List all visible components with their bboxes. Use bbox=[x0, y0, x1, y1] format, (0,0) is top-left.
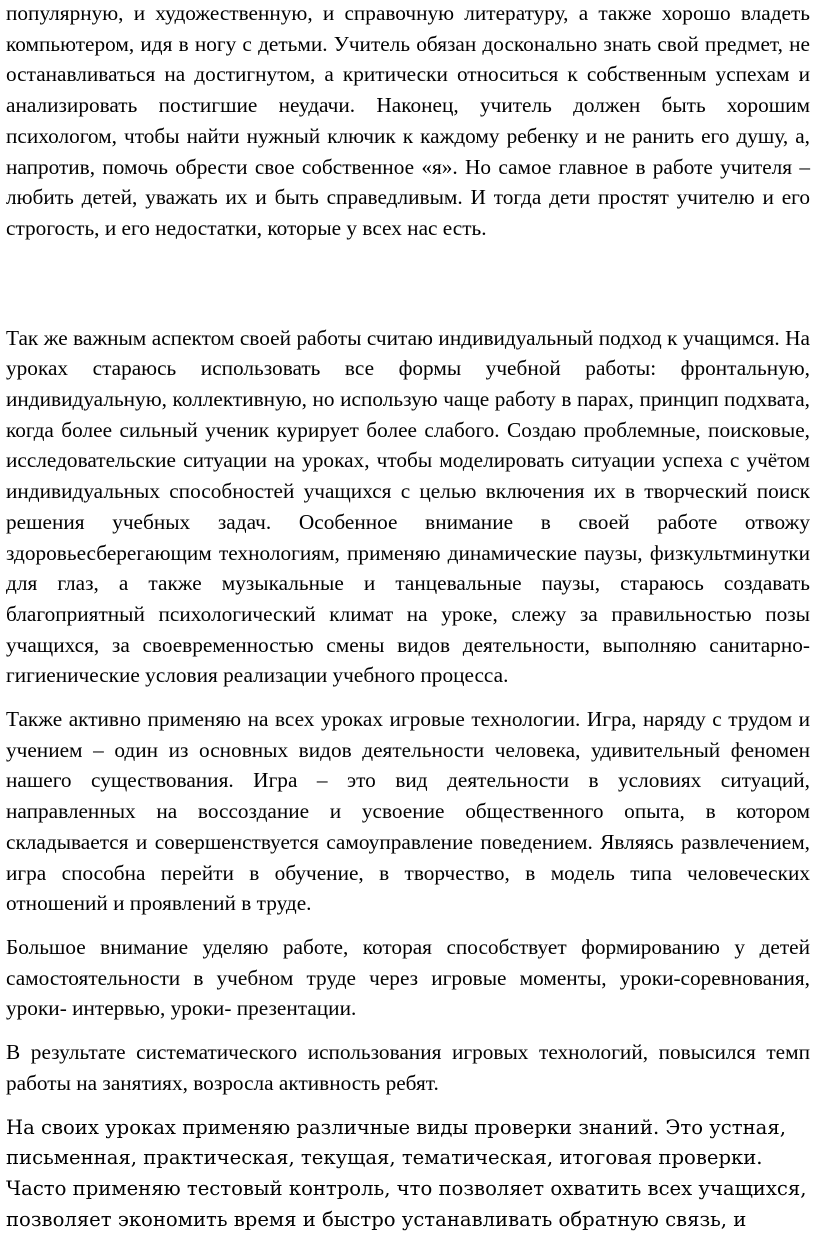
paragraph-independence: Большое внимание уделяю работе, которая способствует формированию у детей самостоятельности в учебном труде через игровые моменты, уроки-соревнования, уроки- интервью, уроки- презентации. bbox=[6, 932, 810, 1024]
paragraph-teacher-qualities: популярную, и художественную, и справочную литературу, а также хорошо владеть компьютером, идя в ногу с детьми. Учитель обязан досконально знать свой предмет, не останавливаться на достигнутом, а критически относиться к собственным успехам и анализировать постигшие неудачи. Наконец, учитель должен быть хорошим психологом, чтобы найти нужный ключик к каждому ребенку и не ранить его душу, а, напротив, помочь обрести свое собственное «я». Но самое главное в работе учителя – любить детей, уважать их и быть справедливым. И тогда дети простят учителю и его строгость, и его недостатки, которые у всех нас есть. bbox=[6, 0, 810, 244]
paragraph-knowledge-checks: На своих уроках применяю различные виды проверки знаний. Это устная, письменная, практическая, текущая, тематическая, итоговая проверки. Часто применяю тестовый контроль, что позволяет охватить всех учащихся, позволяет экономить время и быстро устанавливать обратную связь, и bbox=[6, 1113, 810, 1235]
paragraph-results: В результате систематического использования игровых технологий, повысился темп работы на занятиях, возросла активность ребят. bbox=[6, 1037, 810, 1098]
paragraph-game-technologies: Также активно применяю на всех уроках игровые технологии. Игра, наряду с трудом и учением – один из основных видов деятельности человека, удивительный феномен нашего существования. Игра – это вид деятельности в условиях ситуаций, направленных на воссоздание и усвоение общественного опыта, в котором складывается и совершенствуется самоуправление поведением. Являясь развлечением, игра способна перейти в обучение, в творчество, в модель типа человеческих отношений и проявлений в труде. bbox=[6, 704, 810, 919]
paragraph-individual-approach: Так же важным аспектом своей работы считаю индивидуальный подход к учащимся. На уроках стараюсь использовать все формы учебной работы: фронтальную, индивидуальную, коллективную, но использую чаще работу в парах, принцип подхвата, когда более сильный ученик курирует более слабого. Создаю проблемные, поисковые, исследовательские ситуации на уроках, чтобы моделировать ситуации успеха с учётом индивидуальных способностей учащихся с целью включения их в творческий поиск решения учебных задач. Особенное внимание в своей работе отвожу здоровьесберегающим технологиям, применяю динамические паузы, физкультминутки для глаз, а также музыкальные и танцевальные паузы, стараюсь создавать благоприятный психологический климат на уроке, слежу за правильностью позы учащихся, за своевременностью смены видов деятельности, выполняю санитарно-гигиенические условия реализации учебного процесса. bbox=[6, 323, 810, 691]
